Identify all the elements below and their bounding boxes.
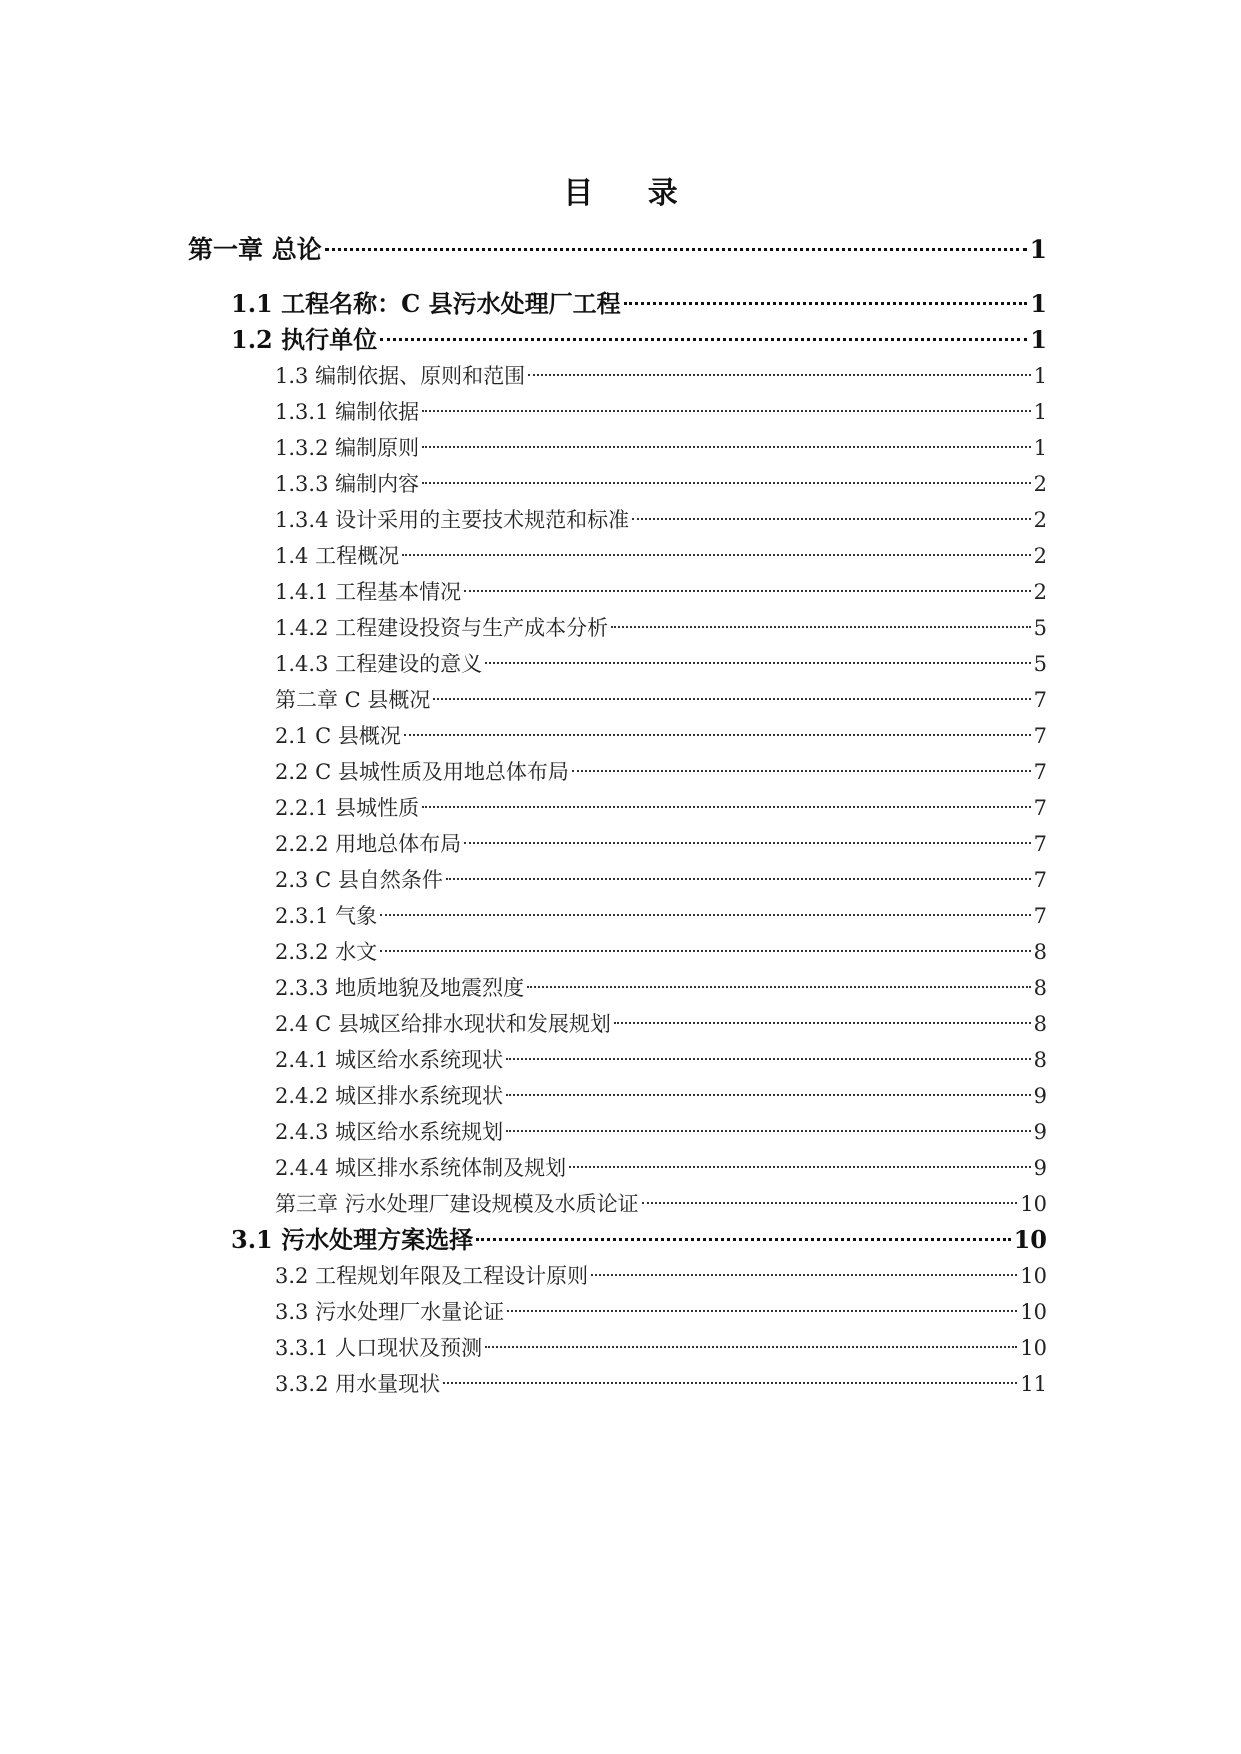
toc-entry-label: 3.3.2 用水量现状	[275, 1372, 441, 1396]
toc-dot-leader	[476, 1238, 1010, 1241]
toc-entry[interactable]	[231, 286, 1047, 322]
toc-entry[interactable]	[275, 1150, 1047, 1186]
toc-entry-label: 2.4.2 城区排水系统现状	[275, 1084, 504, 1108]
toc-dot-leader	[591, 1274, 1017, 1276]
toc-dot-leader	[506, 1094, 1031, 1096]
toc-entry-label: 2.4.3 城区给水系统规划	[275, 1120, 504, 1144]
toc-entry-label: 3.1 污水处理方案选择	[231, 1225, 474, 1254]
toc-page-number: 7	[1033, 760, 1047, 784]
toc-entry[interactable]	[275, 682, 1047, 718]
toc-dot-leader	[422, 446, 1031, 448]
toc-page-number: 8	[1033, 940, 1047, 964]
toc-page-number: 10	[1020, 1264, 1047, 1288]
toc-entry[interactable]	[275, 1330, 1047, 1366]
toc-dot-leader	[422, 482, 1031, 484]
toc-dot-leader	[433, 698, 1030, 700]
toc-page-number: 7	[1033, 724, 1047, 748]
toc-page-number: 1	[1033, 436, 1047, 460]
toc-entry-label: 3.3.1 人口现状及预测	[275, 1336, 483, 1360]
toc-entry-label: 1.1 工程名称：C 县污水处理厂工程	[231, 289, 621, 318]
toc-dot-leader	[624, 302, 1028, 305]
toc-entry-label: 3.2 工程规划年限及工程设计原则	[275, 1264, 589, 1288]
toc-entry-label: 2.3 C 县自然条件	[275, 868, 443, 892]
toc-page-number: 7	[1033, 796, 1047, 820]
toc-dot-leader	[325, 248, 1027, 251]
toc-entry-label: 2.2.1 县城性质	[275, 796, 420, 820]
toc-page-number: 7	[1033, 868, 1047, 892]
toc-entry[interactable]	[231, 322, 1047, 358]
toc-dot-leader	[506, 1130, 1031, 1132]
toc-dot-leader	[422, 806, 1031, 808]
toc-entry-label: 1.4.2 工程建设投资与生产成本分析	[275, 616, 609, 640]
toc-dot-leader	[485, 662, 1031, 664]
toc-entry[interactable]	[275, 934, 1047, 970]
toc-entry[interactable]	[275, 754, 1047, 790]
toc-page-number: 5	[1033, 652, 1047, 676]
toc-dot-leader	[507, 1310, 1017, 1312]
toc-entry-label: 2.2 C 县城性质及用地总体布局	[275, 760, 569, 784]
toc-dot-leader	[380, 338, 1027, 341]
toc-dot-leader	[527, 986, 1031, 988]
toc-entry[interactable]	[275, 1186, 1047, 1222]
toc-dot-leader	[464, 590, 1031, 592]
toc-page-number: 2	[1033, 544, 1047, 568]
toc-page-number: 10	[1020, 1336, 1047, 1360]
toc-page-number: 9	[1033, 1120, 1047, 1144]
toc-entry[interactable]	[275, 1366, 1047, 1402]
toc-page-number: 8	[1033, 976, 1047, 1000]
toc-entry-label: 1.4 工程概况	[275, 544, 400, 568]
toc-page-number: 7	[1033, 832, 1047, 856]
toc-dot-leader	[632, 518, 1031, 520]
toc-entry[interactable]	[275, 1114, 1047, 1150]
toc-dot-leader	[611, 626, 1031, 628]
toc-entry[interactable]	[275, 466, 1047, 502]
toc-page-number: 1	[1029, 235, 1047, 264]
toc-dot-leader	[402, 554, 1031, 556]
toc-entry[interactable]	[275, 394, 1047, 430]
toc-page-number: 10	[1020, 1192, 1047, 1216]
toc-entry-label: 2.4.1 城区给水系统现状	[275, 1048, 504, 1072]
toc-entry-label: 2.2.2 用地总体布局	[275, 832, 462, 856]
toc-entry-label: 第一章 总论	[188, 235, 322, 264]
toc-page-number: 9	[1033, 1084, 1047, 1108]
toc-page-number: 2	[1033, 580, 1047, 604]
toc-entry[interactable]	[275, 358, 1047, 394]
toc-page-number: 1	[1033, 400, 1047, 424]
toc-entry[interactable]	[275, 1042, 1047, 1078]
toc-entry-label: 2.3.2 水文	[275, 940, 378, 964]
toc-dot-leader	[380, 950, 1031, 952]
toc-dot-leader	[422, 410, 1031, 412]
toc-entry[interactable]	[275, 574, 1047, 610]
toc-entry[interactable]	[275, 502, 1047, 538]
toc-entry[interactable]	[275, 1006, 1047, 1042]
toc-entry-label: 1.3.1 编制依据	[275, 400, 420, 424]
toc-entry-label: 2.4.4 城区排水系统体制及规划	[275, 1156, 567, 1180]
toc-entry-label: 2.3.1 气象	[275, 904, 378, 928]
toc-page-number: 5	[1033, 616, 1047, 640]
toc-entry[interactable]	[275, 646, 1047, 682]
toc-entry-label: 1.3 编制依据、原则和范围	[275, 364, 526, 388]
toc-entry-label: 第二章 C 县概况	[275, 688, 431, 712]
toc-entry[interactable]	[275, 862, 1047, 898]
toc-entry[interactable]	[275, 718, 1047, 754]
toc-entry[interactable]	[275, 790, 1047, 826]
toc-page-number: 7	[1033, 688, 1047, 712]
toc-dot-leader	[443, 1382, 1017, 1384]
toc-page-number: 2	[1033, 508, 1047, 532]
toc-entry[interactable]	[275, 538, 1047, 574]
toc-page-number: 9	[1033, 1156, 1047, 1180]
toc-dot-leader	[380, 914, 1031, 916]
toc-page-number: 1	[1030, 325, 1047, 354]
toc-entry-label: 1.3.3 编制内容	[275, 472, 420, 496]
toc-entry-label: 2.3.3 地质地貌及地震烈度	[275, 976, 525, 1000]
toc-entry-label: 2.1 C 县概况	[275, 724, 401, 748]
toc-page-number: 7	[1033, 904, 1047, 928]
toc-entry-label: 2.4 C 县城区给排水现状和发展规划	[275, 1012, 611, 1036]
toc-entry[interactable]	[275, 610, 1047, 646]
toc-dot-leader	[572, 770, 1031, 772]
toc-page-number: 11	[1020, 1372, 1047, 1396]
toc-entry-label: 第三章 污水处理厂建设规模及水质论证	[275, 1192, 639, 1216]
toc-dot-leader	[485, 1346, 1017, 1348]
toc-entry[interactable]	[275, 1078, 1047, 1114]
toc-dot-leader	[569, 1166, 1031, 1168]
toc-entry[interactable]	[231, 1222, 1047, 1258]
toc-entry[interactable]	[275, 970, 1047, 1006]
toc-entry-label: 1.4.1 工程基本情况	[275, 580, 462, 604]
toc-entry-label: 3.3 污水处理厂水量论证	[275, 1300, 505, 1324]
toc-entry[interactable]	[275, 1258, 1047, 1294]
toc-entry[interactable]	[188, 232, 1047, 268]
toc-dot-leader	[506, 1058, 1031, 1060]
toc-page-number: 2	[1033, 472, 1047, 496]
toc-page-number: 10	[1013, 1225, 1047, 1254]
toc-page-number: 1	[1030, 289, 1047, 318]
toc-page-number: 8	[1033, 1048, 1047, 1072]
toc-entry-label: 1.3.4 设计采用的主要技术规范和标准	[275, 508, 630, 532]
toc-title: 目 录	[563, 176, 700, 211]
toc-entry[interactable]	[275, 1294, 1047, 1330]
toc-entry-label: 1.3.2 编制原则	[275, 436, 420, 460]
toc-entry[interactable]	[275, 430, 1047, 466]
toc-entry-label: 1.4.3 工程建设的意义	[275, 652, 483, 676]
toc-page-number: 1	[1033, 364, 1047, 388]
toc-page-number: 10	[1020, 1300, 1047, 1324]
toc-dot-leader	[404, 734, 1031, 736]
toc-page-number: 8	[1033, 1012, 1047, 1036]
toc-dot-leader	[642, 1202, 1018, 1204]
toc-entry-label: 1.2 执行单位	[231, 325, 378, 354]
toc-dot-leader	[446, 878, 1031, 880]
toc-dot-leader	[614, 1022, 1031, 1024]
toc-dot-leader	[464, 842, 1031, 844]
toc-entry[interactable]	[275, 898, 1047, 934]
toc-dot-leader	[528, 374, 1031, 376]
toc-entry[interactable]	[275, 826, 1047, 862]
